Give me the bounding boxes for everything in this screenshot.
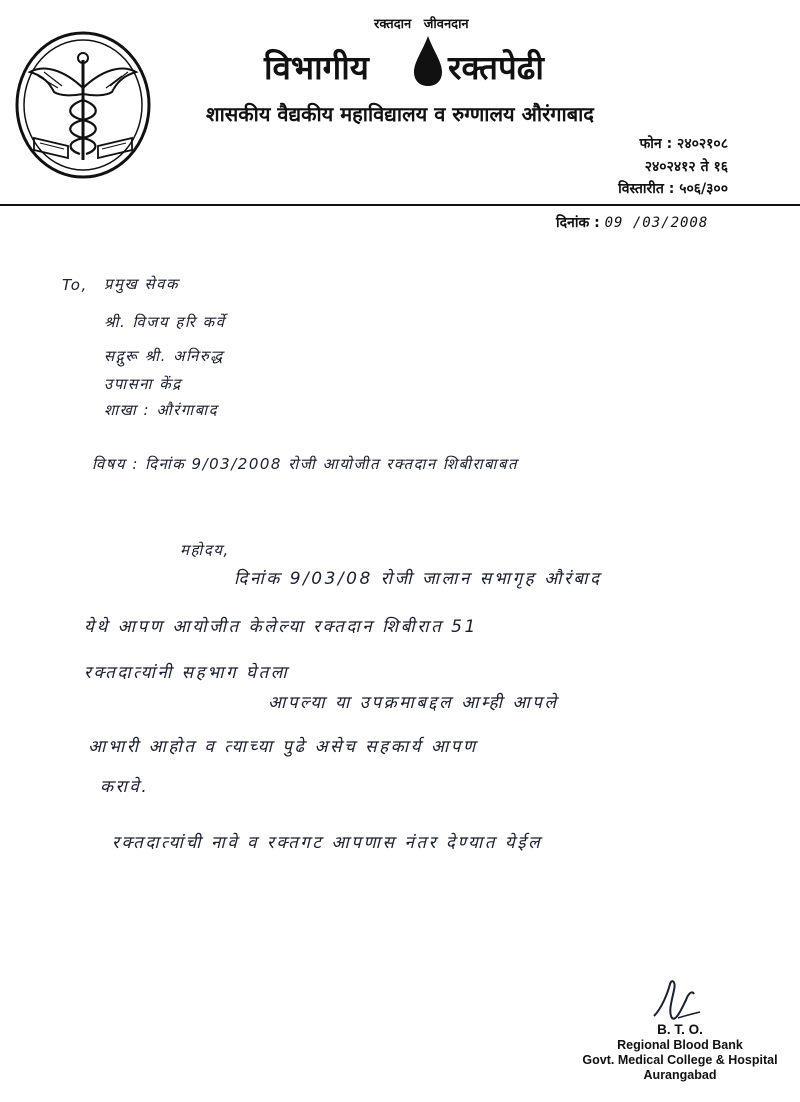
letter-salutation: महोदय, bbox=[180, 541, 230, 559]
signatory-title: B. T. O. bbox=[657, 1022, 703, 1037]
body-line-7: रक्तदात्यांची नावे व रक्तगट आपणास नंतर देण्यात येईल bbox=[112, 833, 543, 853]
signatory-line-2: Govt. Medical College & Hospital bbox=[582, 1053, 778, 1067]
college-name: शासकीय वैद्यकीय महाविद्यालय व रुग्णालय औरंगाबाद bbox=[206, 102, 594, 126]
recipient-line-2: श्री. विजय हरि कर्वे bbox=[104, 313, 226, 331]
letter-date bbox=[556, 213, 708, 232]
body-line-2: येथे आपण आयोजीत केलेल्या रक्तदान शिबीरात 51 bbox=[84, 617, 478, 637]
to-prefix: To, bbox=[62, 276, 88, 294]
signatory-line-1: Regional Blood Bank bbox=[617, 1038, 743, 1052]
recipient-line-1: प्रमुख सेवक bbox=[104, 275, 180, 293]
signatory-line-3: Aurangabad bbox=[643, 1068, 717, 1082]
body-line-1: दिनांक 9/03/08 रोजी जालान सभागृह औरंबाद bbox=[234, 569, 602, 589]
body-line-4: आपल्या या उपक्रमाबद्दल आम्ही आपले bbox=[268, 693, 559, 713]
recipient-line-5: शाखा : औरंगाबाद bbox=[104, 401, 219, 419]
body-line-3: रक्तदात्यांनी सहभाग घेतला bbox=[84, 663, 290, 683]
date-value: 09 /03/2008 bbox=[604, 215, 709, 231]
blood-drop-icon bbox=[410, 34, 446, 88]
recipient-line-4: उपासना केंद्र bbox=[104, 375, 182, 393]
letterhead-divider bbox=[0, 204, 800, 206]
department-title-part2: रक्तपेढी bbox=[448, 48, 544, 87]
extension-number: विस्तारीत : ५०६/३०० bbox=[618, 181, 728, 197]
recipient-line-3: सद्गुरू श्री. अनिरुद्ध bbox=[104, 347, 224, 365]
letterhead-tagline: रक्तदान जीवनदान bbox=[374, 17, 469, 32]
college-emblem-logo bbox=[14, 30, 152, 180]
phone-number-range: २४०२४१२ ते १६ bbox=[644, 159, 728, 175]
letter-subject: विषय : दिनांक 9/03/2008 रोजी आयोजीत रक्तदान शिबीराबाबत bbox=[92, 455, 519, 473]
phone-number: फोन : २४०२१०८ bbox=[639, 136, 728, 152]
body-line-6: करावे. bbox=[100, 777, 150, 797]
body-line-5: आभारी आहोत व त्याच्या पुढे असेच सहकार्य आपण bbox=[88, 737, 478, 757]
handwritten-signature bbox=[648, 978, 704, 1024]
date-label: दिनांक : bbox=[556, 215, 600, 231]
department-title-part1: विभागीय bbox=[264, 48, 369, 87]
